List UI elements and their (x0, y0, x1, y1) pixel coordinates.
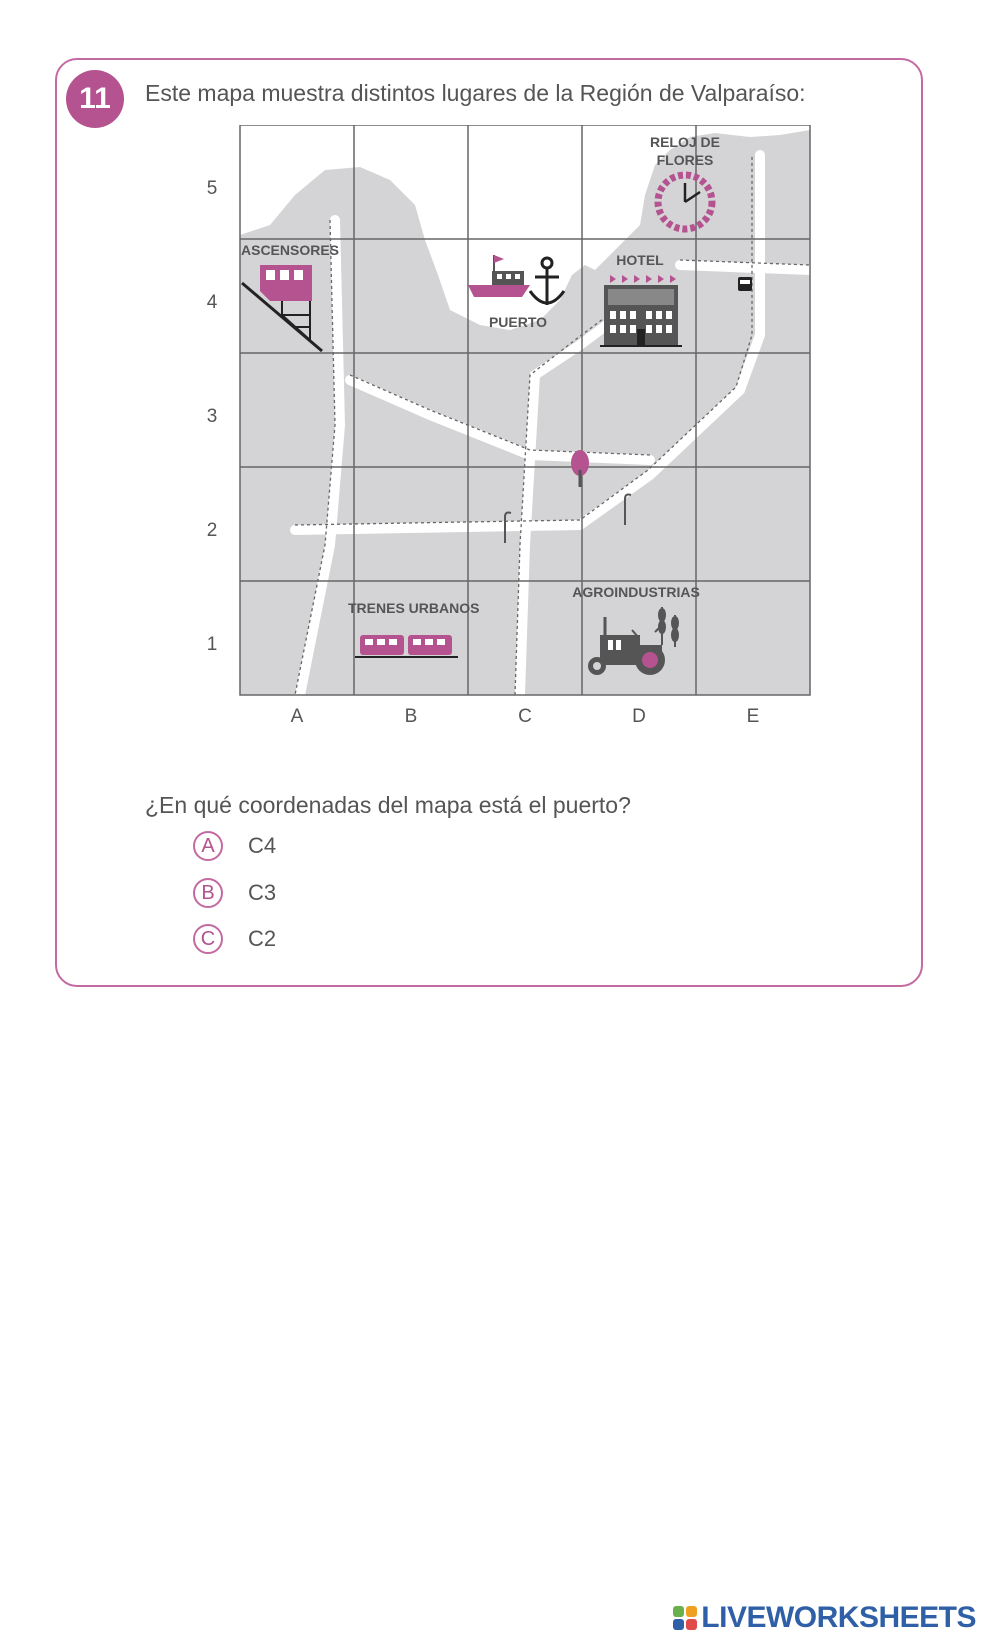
col-label-b: B (404, 706, 418, 727)
sub-question: ¿En qué coordenadas del mapa está el puerto? (145, 792, 631, 818)
ascensores-label: ASCENSORES (241, 242, 340, 258)
col-label-e: E (746, 706, 760, 727)
question-number: 11 (66, 70, 124, 128)
row-label-2: 2 (206, 520, 218, 541)
question-text: Este mapa muestra distintos lugares de la Región de Valparaíso: (145, 80, 806, 106)
option-a-text[interactable]: C4 (248, 833, 277, 858)
option-a[interactable] (193, 828, 276, 864)
hotel-label: HOTEL (616, 252, 664, 268)
option-b-text[interactable]: C3 (248, 880, 277, 905)
option-b[interactable] (193, 875, 276, 911)
agro-label: AGROINDUSTRIAS (572, 584, 700, 600)
reloj-label-2: FLORES (656, 152, 714, 168)
bus-icon (738, 277, 752, 291)
row-label-5: 5 (206, 178, 218, 199)
brand-name: LIVEWORKSHEETS (701, 1601, 976, 1634)
row-label-1: 1 (206, 634, 218, 655)
option-c-letter[interactable]: C (193, 924, 223, 954)
row-label-3: 3 (206, 406, 218, 427)
trenes-label: TRENES URBANOS (348, 600, 480, 616)
region-map (200, 125, 840, 745)
option-b-letter[interactable]: B (193, 878, 223, 908)
footer-logo (673, 1601, 976, 1635)
option-c[interactable] (193, 921, 276, 957)
logo-grid-icon (673, 1606, 697, 1630)
option-c-text[interactable]: C2 (248, 926, 277, 951)
col-label-a: A (290, 706, 304, 727)
col-label-d: D (632, 706, 646, 727)
puerto-label: PUERTO (488, 314, 548, 330)
reloj-label-1: RELOJ DE (649, 134, 721, 150)
row-label-4: 4 (206, 292, 218, 313)
ship-icon (468, 285, 530, 297)
option-a-letter[interactable]: A (193, 831, 223, 861)
col-label-c: C (518, 706, 532, 727)
